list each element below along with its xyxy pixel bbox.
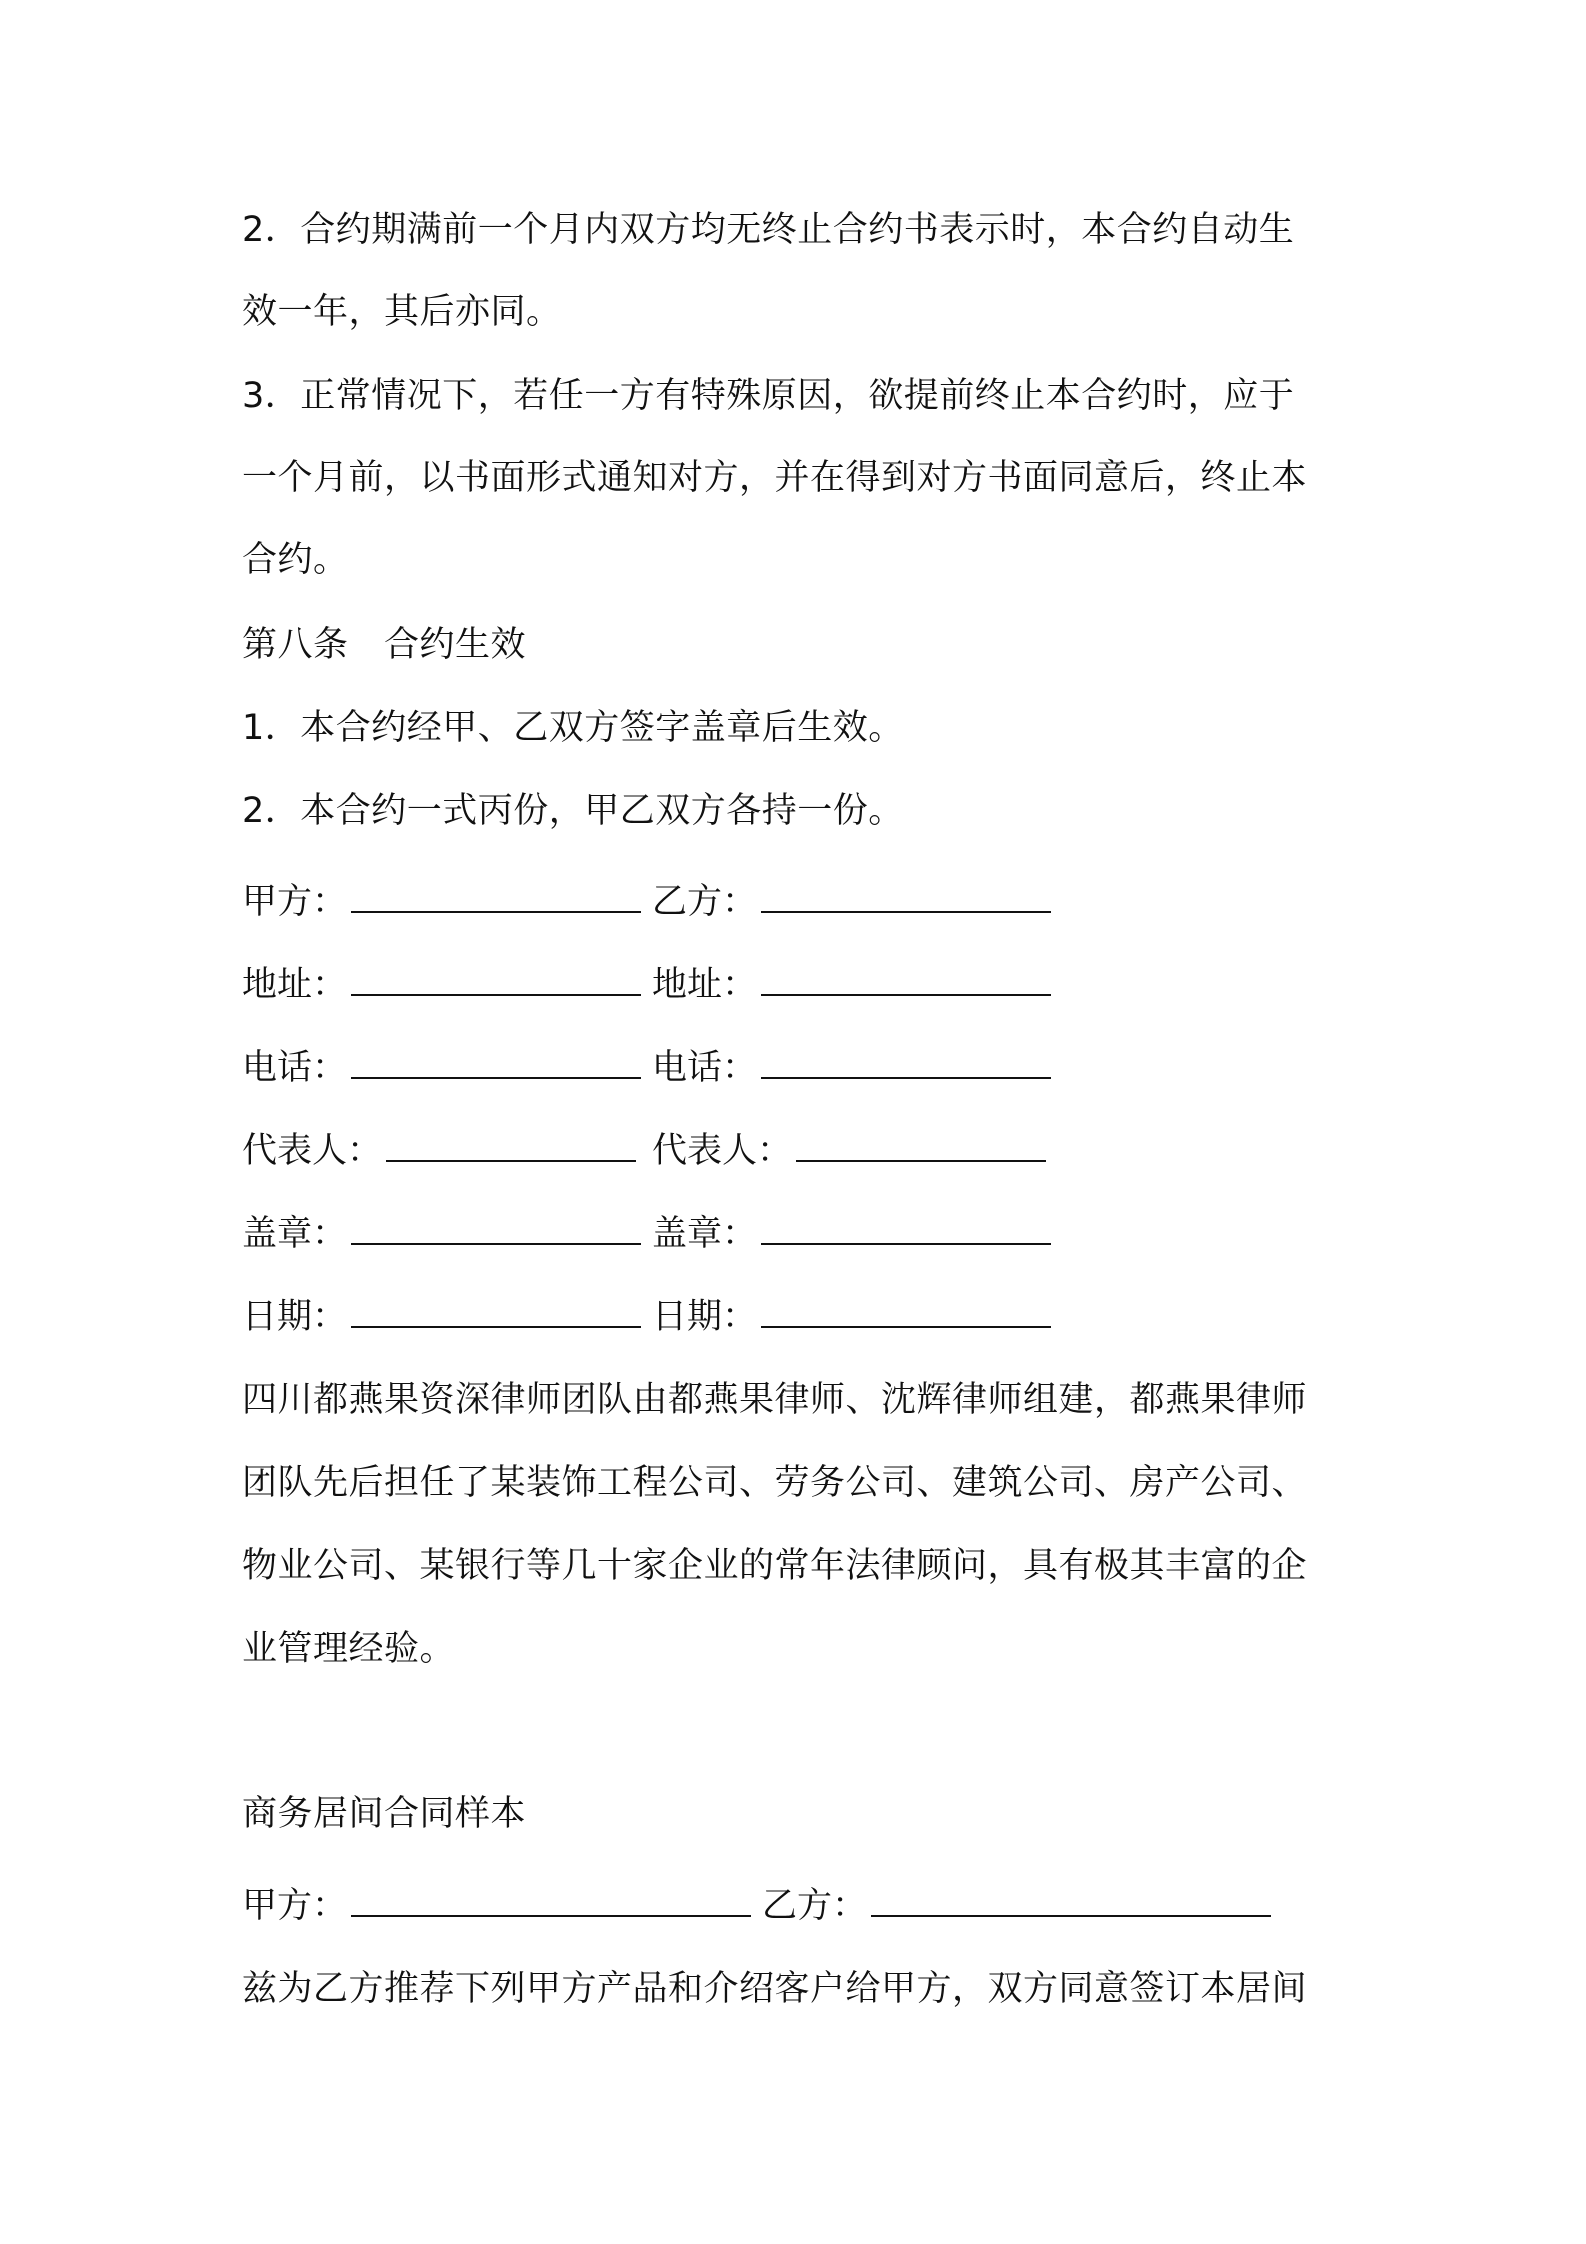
clause-7-3-line-2: 一个月前，以书面形式通知对方，并在得到对方书面同意后，终止本 [242, 458, 1308, 498]
party-b-blank[interactable] [761, 881, 1051, 913]
second-party-b-blank[interactable] [871, 1885, 1271, 1917]
clause-7-3-line-3: 合约。 [242, 540, 349, 580]
clause-7-2-line-1: 2．合约期满前一个月内双方均无终止合约书表示时，本合约自动生 [242, 210, 1295, 250]
seal-a-blank[interactable] [351, 1213, 641, 1245]
address-a-label: 地址： [242, 965, 348, 1005]
second-contract-first-line: 兹为乙方推荐下列甲方产品和介绍客户给甲方，双方同意签订本居间 [242, 1969, 1308, 2009]
party-a-label: 甲方： [242, 882, 348, 922]
phone-b-label: 电话： [652, 1048, 758, 1088]
date-a-blank[interactable] [351, 1296, 641, 1328]
date-a-label: 日期： [242, 1297, 348, 1337]
representative-b-blank[interactable] [796, 1130, 1046, 1162]
intro-line-4: 业管理经验。 [242, 1629, 456, 1669]
clause-7-2-line-2: 效一年，其后亦同。 [242, 292, 562, 332]
representative-b-label: 代表人： [652, 1131, 793, 1171]
party-b-label: 乙方： [652, 882, 758, 922]
seal-b-label: 盖章： [652, 1214, 758, 1254]
second-contract-title: 商务居间合同样本 [242, 1794, 527, 1834]
seal-a-label: 盖章： [242, 1214, 348, 1254]
representative-a-label: 代表人： [242, 1131, 383, 1171]
second-party-a-label: 甲方： [242, 1886, 348, 1926]
intro-line-2: 团队先后担任了某装饰工程公司、劳务公司、建筑公司、房产公司、 [242, 1463, 1308, 1503]
intro-line-3: 物业公司、某银行等几十家企业的常年法律顾问，具有极其丰富的企 [242, 1546, 1308, 1586]
address-b-label: 地址： [652, 965, 758, 1005]
party-a-blank[interactable] [351, 881, 641, 913]
article-8-heading: 第八条 合约生效 [242, 625, 527, 665]
date-b-blank[interactable] [761, 1296, 1051, 1328]
address-b-blank[interactable] [761, 964, 1051, 996]
representative-a-blank[interactable] [386, 1130, 636, 1162]
clause-7-3-line-1: 3．正常情况下，若任一方有特殊原因，欲提前终止本合约时，应于 [242, 376, 1295, 416]
second-party-a-blank[interactable] [351, 1885, 751, 1917]
clause-8-2: 2．本合约一式丙份，甲乙双方各持一份。 [242, 791, 904, 831]
second-party-b-label: 乙方： [762, 1886, 868, 1926]
phone-a-label: 电话： [242, 1048, 348, 1088]
clause-8-1: 1．本合约经甲、乙双方签字盖章后生效。 [242, 708, 904, 748]
seal-b-blank[interactable] [761, 1213, 1051, 1245]
phone-b-blank[interactable] [761, 1047, 1051, 1079]
date-b-label: 日期： [652, 1297, 758, 1337]
intro-line-1: 四川都燕果资深律师团队由都燕果律师、沈辉律师组建，都燕果律师 [242, 1380, 1308, 1420]
phone-a-blank[interactable] [351, 1047, 641, 1079]
address-a-blank[interactable] [351, 964, 641, 996]
